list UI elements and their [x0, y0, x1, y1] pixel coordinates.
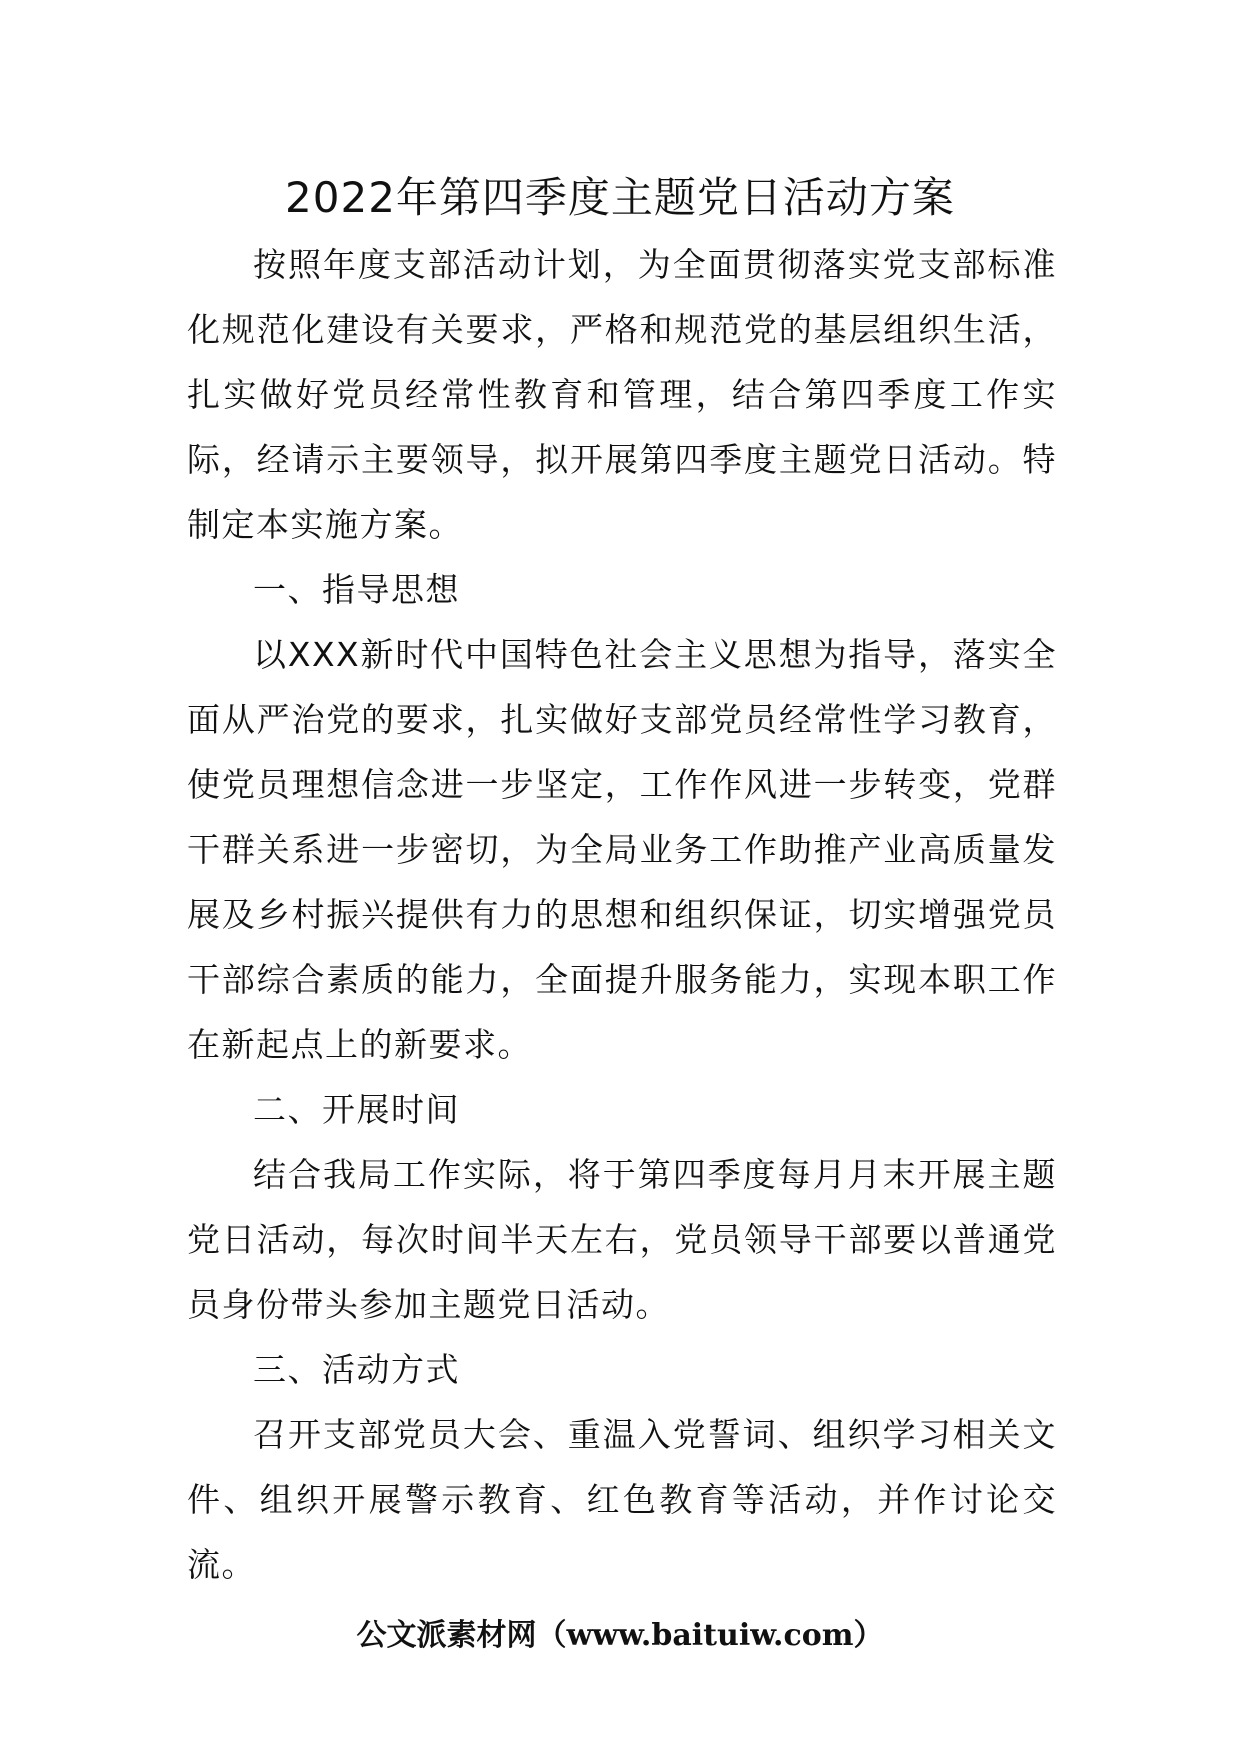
intro-paragraph: 按照年度支部活动计划，为全面贯彻落实党支部标准化规范化建设有关要求，严格和规范党的基层组织生活，扎实做好党员经常性教育和管理，结合第四季度工作实际，经请示主要领导，拟开展第四季度主题党日活动。特制定本实施方案。: [187, 245, 1057, 544]
section-body-activity-format: 召开支部党员大会、重温入党誓词、组织学习相关文件、组织开展警示教育、红色教育等活动，并作讨论交流。: [187, 1415, 1057, 1584]
document-body: [187, 232, 1057, 1597]
section-body-guiding-ideology: 以XXX新时代中国特色社会主义思想为指导，落实全面从严治党的要求，扎实做好支部党员经常性学习教育，使党员理想信念进一步坚定，工作作风进一步转变，党群干群关系进一步密切，为全局业务工作助推产业高质量发展及乡村振兴提供有力的思想和组织保证，切实增强党员干部综合素质的能力，全面提升服务能力，实现本职工作在新起点上的新要求。: [187, 635, 1057, 1064]
document-title: 2022年第四季度主题党日活动方案: [285, 173, 955, 222]
section-body-schedule: 结合我局工作实际，将于第四季度每月月末开展主题党日活动，每次时间半天左右，党员领导干部要以普通党员身份带头参加主题党日活动。: [187, 1155, 1057, 1324]
section-heading-schedule: 二、开展时间: [253, 1090, 460, 1129]
source-watermark-footer: 公文派素材网（www.baituiw.com）: [356, 1618, 884, 1653]
section-heading-guiding-ideology: 一、指导思想: [253, 570, 460, 609]
section-heading-activity-format: 三、活动方式: [253, 1350, 460, 1389]
